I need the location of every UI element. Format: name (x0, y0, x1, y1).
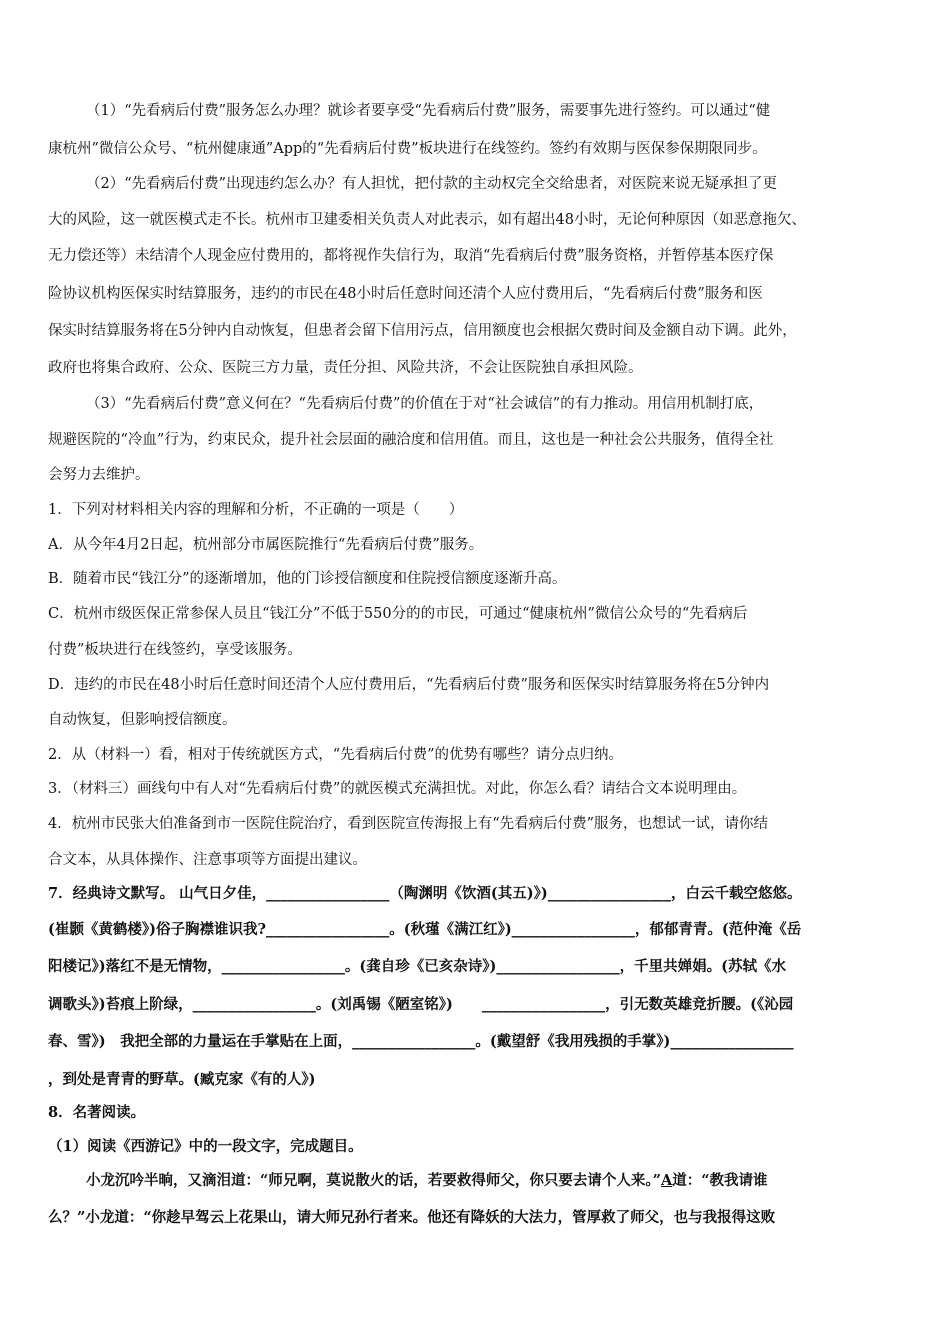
question-3: 3．（材料三）画线句中有人对“先看病后付费”的就医模式充满担忧。对此，你怎么看？请结合文本说明理由。 (48, 781, 747, 797)
passage-p3-line: （3）“先看病后付费”意义何在？“先看病后付费”的价值在于对“社会诚信”的有力推动。用信用机制打底， (86, 396, 764, 412)
passage-p2-line: 保实时结算服务将在5分钟内自动恢复，但患者会留下信用污点，信用额度也会根据欠费时间及金额自动下调。此外， (48, 323, 797, 339)
q7-line: ，到处是青青的野草。(臧克家《有的人》) (48, 1071, 316, 1088)
q7-line: 调歌头》)苔痕上阶绿，_________________。(刘禹锡《陋室铭》) _________________，引无数英雄竞折腰。(《沁园 (48, 996, 794, 1013)
q8-excerpt-text: 小龙沉吟半晌，又滴泪道：“师兄啊，莫说散火的话，若要救得师父，你只要去请个人来。” (86, 1172, 661, 1189)
question-1: 1．下列对材料相关内容的理解和分析，不正确的一项是（ ） (48, 502, 464, 518)
passage-p3-line: 规避医院的“冷血”行为，约束民众，提升社会层面的融洽度和信用值。而且，这也是一种社会公共服务，值得全社 (48, 432, 774, 448)
q8-underlined-blank: A (660, 1172, 673, 1189)
q7-line: 春、雪》) 我把全部的力量运在手掌贴在上面，_________________。(戴望舒《我用残损的手掌》)_________________ (48, 1033, 794, 1050)
option-b: B．随着市民“钱江分”的逐渐增加，他的门诊授信额度和住院授信额度逐渐升高。 (48, 571, 567, 587)
q7-line: (崔颢《黄鹤楼》)俗子胸襟谁识我?_________________。(秋瑾《满江红》)_________________，郁郁青青。(范仲淹《岳 (48, 921, 802, 938)
q8-subquestion: （1）阅读《西游记》中的一段文字，完成题目。 (48, 1138, 363, 1155)
q8-excerpt-text: 道：“教我请谁 (672, 1172, 768, 1189)
passage-p2-line: 政府也将集合政府、公众、医院三方力量，责任分担、风险共济，不会让医院独自承担风险。 (48, 360, 643, 376)
question-4-line: 合文本，从具体操作、注意事项等方面提出建议。 (48, 852, 367, 868)
option-d-line: D．违约的市民在48小时后任意时间还清个人应付费用后，“先看病后付费”服务和医保实时结算服务将在5分钟内 (48, 677, 770, 693)
question-2: 2．从（材料一）看，相对于传统就医方式，“先看病后付费”的优势有哪些？请分点归纳。 (48, 747, 624, 763)
option-c-line: 付费”板块进行在线签约，享受该服务。 (48, 642, 302, 658)
passage-p2-line: （2）“先看病后付费”出现违约怎么办？有人担忧，把付款的主动权完全交给患者，对医院来说无疑承担了更 (86, 176, 778, 192)
option-a: A．从今年4月2日起，杭州部分市属医院推行“先看病后付费”服务。 (48, 537, 484, 553)
question-4-line: 4．杭州市民张大伯准备到市一医院住院治疗，看到医院宣传海报上有“先看病后付费”服务，也想试一试，请你结 (48, 816, 769, 832)
passage-p3-line: 会努力去维护。 (48, 467, 150, 483)
passage-p2-line: 无力偿还等）未结清个人现金应付费用的，都将视作失信行为，取消“先看病后付费”服务资格，并暂停基本医疗保 (48, 248, 774, 264)
q7-line: 7．经典诗文默写。 山气日夕佳，_________________（陶渊明《饮酒(其五)》)_________________，白云千载空悠悠。 (48, 885, 802, 902)
option-c-line: C．杭州市级医保正常参保人员且“钱江分”不低于550分的的市民，可通过“健康杭州”微信公众号的“先看病后 (48, 606, 748, 622)
q7-line: 阳楼记》)落红不是无情物，_________________。(龚自珍《已亥杂诗》)_________________，千里共婵娟。(苏轼《水 (48, 958, 786, 975)
option-d-line: 自动恢复，但影响授信额度。 (48, 712, 237, 728)
q8-excerpt-line: 么？”小龙道：“你趁早驾云上花果山，请大师兄孙行者来。他还有降妖的大法力，管厚救了师父，也与我报得这败 (48, 1209, 776, 1226)
passage-p1-line: 康杭州”微信公众号、“杭州健康通”App的“先看病后付费”板块进行在线签约。签约有效期与医保参保期限同步。 (48, 141, 767, 157)
passage-p2-line: 大的风险，这一就医模式走不长。杭州市卫建委相关负责人对此表示，如有超出48小时，无论何种原因（如恶意拖欠、 (48, 212, 806, 228)
passage-p1-line: （1）“先看病后付费”服务怎么办理？就诊者要享受“先看病后付费”服务，需要事先进行签约。可以通过“健 (86, 103, 771, 119)
passage-p2-line: 险协议机构医保实时结算服务，违约的市民在48小时后任意时间还清个人应付费用后，“先看病后付费”服务和医 (48, 286, 763, 302)
q8-excerpt-line (86, 1171, 908, 1191)
q8-title: 8．名著阅读。 (48, 1104, 146, 1121)
